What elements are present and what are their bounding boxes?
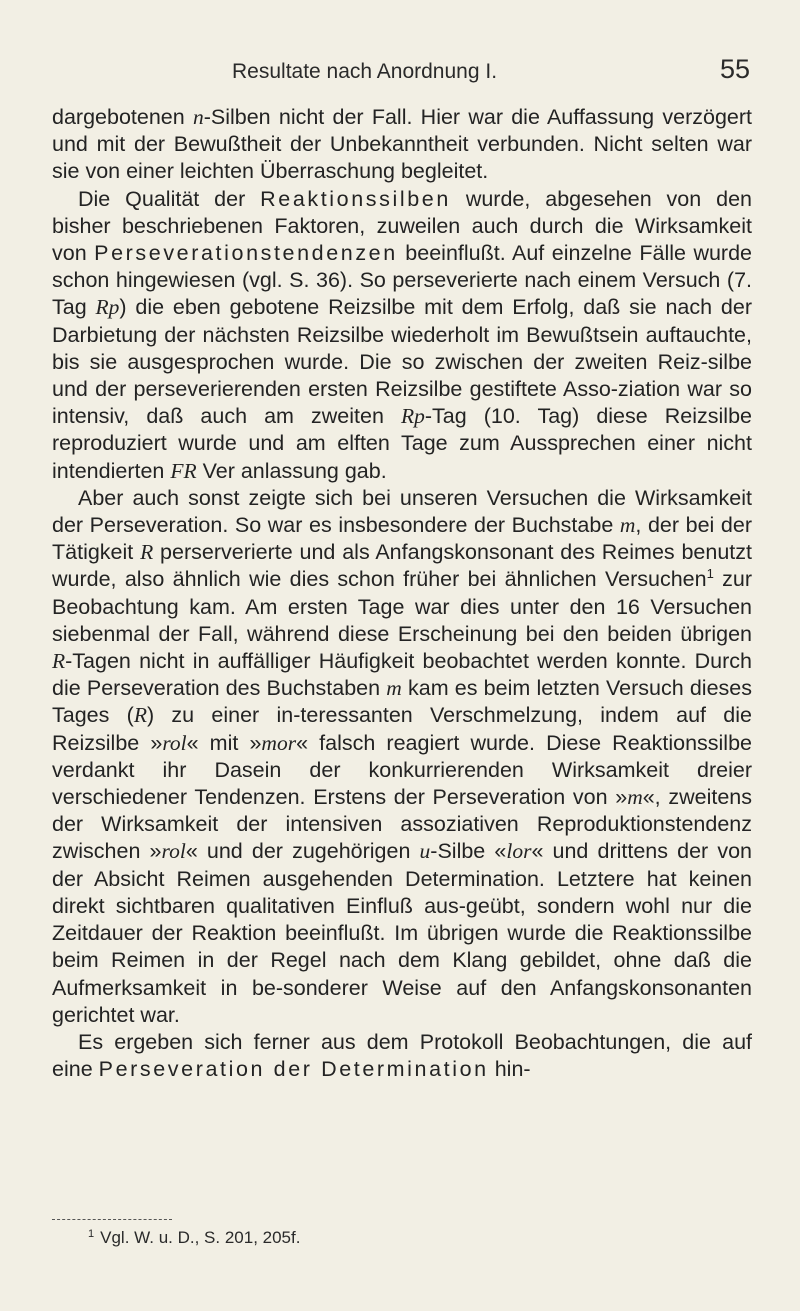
text-run: « falsch reagiert wurde. Diese Reaktionssilbe verdankt ihr Dasein der konkurrierenden Wirksamkeit dreier verschiedener Tendenzen. Erstens der Perseveration von » [52, 730, 752, 810]
footnote-reference: 1 [706, 566, 714, 582]
italic-term: rol [161, 839, 186, 864]
italic-term: m [627, 785, 643, 810]
page-number: 55 [719, 54, 750, 84]
footnote-divider [52, 1219, 172, 1220]
text-run: Aber auch sonst zeigte sich bei unseren Versuchen die Wirksamkeit der Perseveration. So war es insbesondere der Buchstabe [52, 485, 752, 538]
text-run: « und drittens der von der Absicht Reimen ausgehenden Determination. Letztere hat keinen direkt sichtbaren qualitativen Einfluß aus-geübt, sondern wohl nur die Zeitdauer der Reaktion beeinflußt. Im übrigen wurde die Reaktionssilbe beim Reimen in der Regel nach dem Klang gebildet, ohne daß die Aufmerksamkeit in be-sonderer Weise auf den Anfangskonsonanten gerichtet war. [52, 839, 752, 1027]
paragraph-4 [52, 1029, 752, 1083]
italic-term: R [133, 703, 147, 728]
text-run: Ver anlassung gab. [196, 458, 387, 483]
italic-term: R [140, 540, 154, 565]
footnote-text: Vgl. W. u. D., S. 201, 205f. [100, 1228, 301, 1247]
paragraph-1 [52, 104, 752, 186]
italic-term: mor [261, 730, 297, 755]
italic-term: lor [506, 839, 532, 864]
text-run: «, zweitens der Wirksamkeit der intensiven assoziativen Reproduktionstendenz zwischen » [52, 785, 752, 864]
text-run: ) zu einer in-teressanten Verschmelzung, indem auf die Reizsilbe » [52, 703, 752, 755]
text-run: -Silbe « [430, 839, 507, 864]
text-run: zur Beobachtung kam. Am ersten Tage war dies unter den 16 Versuchen siebenmal der Fall, während diese Erscheinung bei den beiden übrigen [52, 567, 752, 646]
italic-term: R [52, 649, 66, 674]
text-run: kam es beim letzten Versuch dieses Tages ( [52, 676, 752, 728]
running-head: Resultate nach Anordnung I. [232, 60, 498, 83]
spaced-term: Reaktionssilben [260, 186, 451, 211]
text-run: , der bei der Tätigkeit [52, 513, 753, 565]
italic-term: Rp [95, 295, 120, 320]
italic-term: u [419, 839, 431, 864]
italic-term: Rp [400, 404, 425, 429]
text-run: « mit » [186, 730, 262, 755]
text-run: -Silben nicht der Fall. Hier war die Auffassung verzögert und mit der Bewußtheit der Unbekanntheit verbunden. Nicht selten war sie von einer leichten Überraschung begleitet. [52, 105, 752, 184]
text-run: hin- [488, 1057, 531, 1082]
footnote-marker: 1 [88, 1228, 95, 1240]
page-header [40, 52, 760, 92]
text-run: dargebotenen [52, 105, 193, 129]
spaced-term: Perseveration der Determination [98, 1057, 489, 1082]
body-text [52, 104, 752, 1083]
italic-term: FR [170, 458, 197, 483]
text-run: Es ergeben sich ferner aus dem Protokoll Beobachtungen, die auf eine [52, 1029, 752, 1082]
text-run: perserverierte und als Anfangskonsonant des Reimes benutzt wurde, also ähnlich wie dies schon früher bei ähnlichen Versuchen [52, 540, 753, 592]
text-run: -Tagen nicht in auffälliger Häufigkeit beobachtet werden konnte. Durch die Perseveration des Buchstaben [52, 649, 752, 701]
text-run: -Tag (10. Tag) diese Reizsilbe reproduziert wurde und am elften Tage zum Aussprechen einer nicht intendierten [52, 404, 752, 483]
italic-term: m [619, 513, 636, 538]
text-run: « und der zugehörigen [185, 839, 420, 864]
italic-term: rol [162, 730, 187, 755]
paragraph-3 [52, 485, 752, 1029]
spaced-term: Perseverationstendenzen [94, 241, 398, 266]
footnote [88, 1228, 300, 1248]
text-run: Die Qualität der [78, 186, 261, 211]
italic-term: m [386, 676, 402, 701]
text-run: wurde, abgesehen von den bisher beschriebenen Faktoren, zuweilen auch durch die Wirksamkeit von [52, 186, 752, 266]
text-run: beeinflußt. Auf einzelne Fälle wurde schon hingewiesen (vgl. S. 36). So perseverierte nach einem Versuch (7. Tag [52, 241, 753, 320]
text-run: ) die eben gebotene Reizsilbe mit dem Erfolg, daß sie nach der Darbietung der nächsten Reizsilbe wiederholt im Bewußtsein auftauchte, bis sie ausgesprochen wurde. Die so zwischen der zweiten Reiz-silbe und der perseverierenden ersten Reizsilbe gestiftete Asso-ziation war so intensiv, daß auch am zweiten [52, 295, 752, 429]
paragraph-2 [52, 186, 752, 485]
italic-term: n [192, 105, 204, 129]
